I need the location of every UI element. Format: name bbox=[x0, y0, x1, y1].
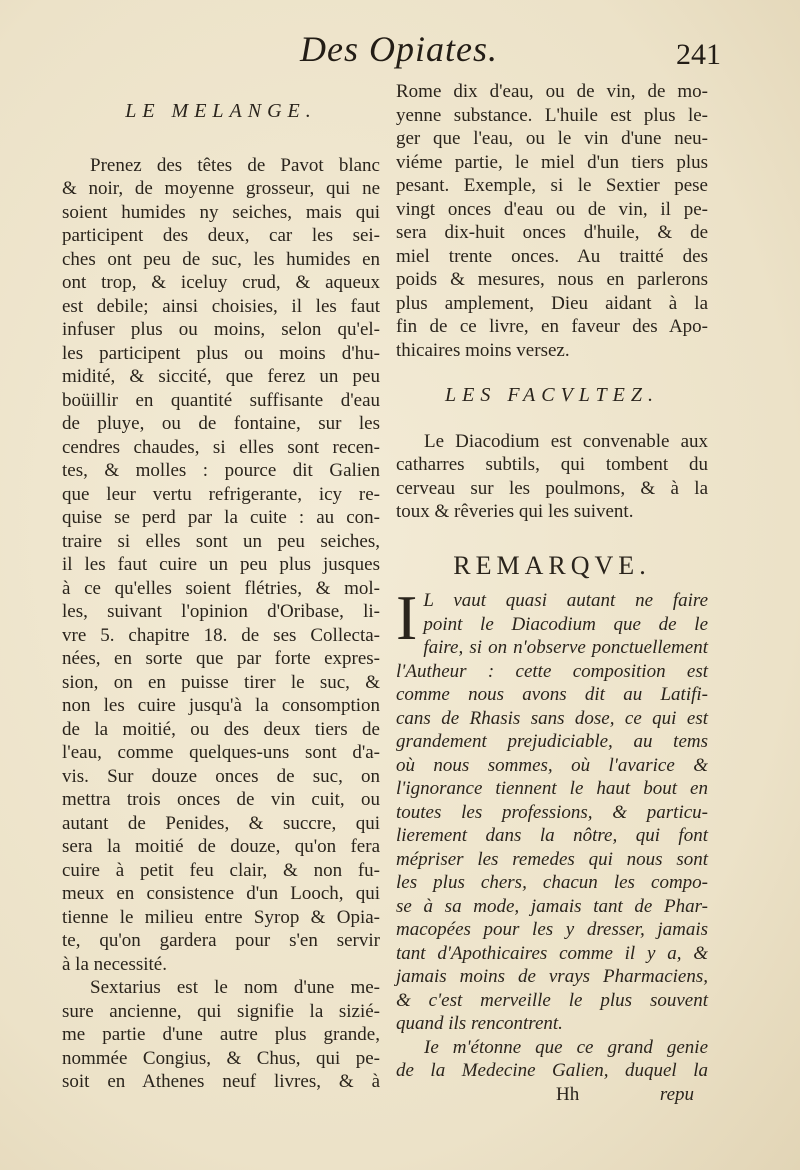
facultez-text bbox=[396, 430, 708, 524]
text-line: Sextarius est le nom d'une me- bbox=[90, 977, 380, 998]
text-line: sure ancienne, qui signifie la sizié- bbox=[62, 1000, 380, 1022]
text-line: Le Diacodium est convenable aux bbox=[424, 430, 708, 452]
text-line: thicaires moins versez. bbox=[396, 339, 570, 361]
text-line: sera dix-huit onces d'huile, & de bbox=[396, 222, 708, 243]
text-line: lierement dans la nôtre, qui font bbox=[396, 825, 708, 846]
text-line: catharres subtils, qui tombent du bbox=[396, 454, 708, 475]
text-line: de la moitié, ou des deux tiers de bbox=[62, 718, 380, 740]
text-line: Prenez des têtes de Pavot blanc bbox=[90, 154, 380, 176]
text-line: nées, en sorte que par forte expres- bbox=[62, 648, 380, 669]
text-line: sera la moitié de douze, qu'on fera bbox=[62, 836, 380, 857]
text-line: il les faut cuire un peu plus jusques bbox=[62, 554, 380, 575]
text-line: cendres chaudes, si elles sont recen- bbox=[62, 436, 380, 458]
text-line: pesant. Exemple, si le Sextier pese bbox=[396, 175, 708, 196]
text-line: que leur vertu refrigerante, icy re- bbox=[62, 483, 380, 505]
text-line: sion, on en puisse tirer le suc, & bbox=[62, 671, 380, 693]
text-line: à ce qu'elles soient flétries, & mol- bbox=[62, 577, 380, 599]
text-line: non les cuire jusqu'à la consomption bbox=[62, 695, 380, 716]
page-footer bbox=[396, 1083, 708, 1107]
text-line: mépriser les remedes qui nous sont bbox=[396, 848, 708, 870]
text-line: faire, si on n'observe ponctuellement bbox=[423, 637, 708, 658]
text-line: cuire à petit feu clair, & non fu- bbox=[62, 859, 380, 881]
text-line: vis. Sur douze onces de suc, on bbox=[62, 765, 380, 787]
text-line: de la Medecine Galien, duquel la bbox=[396, 1060, 708, 1081]
catchword: repu bbox=[659, 1083, 694, 1105]
text-line: quise se perd par la cuite : au con- bbox=[62, 507, 380, 528]
text-line: est debile; ainsi choisies, il les faut bbox=[62, 295, 380, 317]
text-line: Rome dix d'eau, ou de vin, de mo- bbox=[396, 81, 708, 102]
text-line: macopées pour les y dresser, jamais bbox=[396, 919, 708, 940]
text-line: autant de Penides, & succre, qui bbox=[62, 812, 380, 834]
text-line: boüillir en quantité suffisante d'eau bbox=[62, 389, 380, 411]
page-number: 241 bbox=[676, 38, 721, 71]
text-line: quand ils rencontrent. bbox=[396, 1013, 563, 1034]
right-column-continuation bbox=[396, 80, 708, 362]
signature-mark: Hh bbox=[556, 1083, 580, 1105]
text-line: nommée Congius, & Chus, qui pe- bbox=[62, 1047, 380, 1069]
text-line: à la necessité. bbox=[62, 953, 167, 975]
text-line: vingt onces d'eau ou de vin, il pe- bbox=[396, 198, 708, 220]
text-line: me partie d'une autre plus grande, bbox=[62, 1024, 380, 1045]
text-line: ger que l'eau, ou le vin d'une neu- bbox=[396, 128, 708, 149]
running-title: Des Opiates. bbox=[300, 29, 498, 69]
text-line: toux & rêveries qui les suivent. bbox=[396, 501, 634, 522]
drop-cap: I bbox=[396, 582, 418, 653]
text-line: toutes les professions, & particu- bbox=[396, 801, 708, 823]
text-line: les, suivant l'opinion d'Oribase, li- bbox=[62, 601, 380, 622]
text-line: participent des deux, car les sei- bbox=[62, 225, 380, 246]
text-line: traire si elles sont un peu seiches, bbox=[62, 530, 380, 552]
text-line: fin de ce livre, en faveur des Apo- bbox=[396, 316, 708, 337]
text-line: tes, & molles : pource dit Galien bbox=[62, 460, 380, 481]
right-column bbox=[396, 80, 708, 1106]
text-line: Ie m'étonne que ce grand genie bbox=[424, 1036, 708, 1058]
text-line: cerveau sur les poulmons, & à la bbox=[396, 477, 708, 499]
text-line: l'ignorance tiennent le haut bout en bbox=[396, 778, 708, 799]
text-line: les participent plus ou moins d'hu- bbox=[62, 342, 380, 364]
text-line: meux en consistence d'un Looch, qui bbox=[62, 883, 380, 904]
text-line: point le Diacodium que de le bbox=[423, 613, 708, 635]
text-line: midité, & siccité, que ferez un peu bbox=[62, 366, 380, 387]
left-column-text bbox=[62, 154, 380, 1094]
text-line: yenne substance. L'huile est plus le- bbox=[396, 104, 708, 126]
section-heading-facultez: LES FACVLTEZ. bbox=[445, 384, 659, 406]
left-column bbox=[62, 100, 380, 1094]
text-line: L vaut quasi autant ne faire bbox=[423, 590, 708, 611]
text-line: l'Autheur : cette composition est bbox=[396, 660, 708, 682]
text-line: miel trente onces. Au traitté des bbox=[396, 245, 708, 267]
text-line: poids & mesures, nous en parlerons bbox=[396, 269, 708, 290]
text-line: te, qu'on gardera pour s'en servir bbox=[62, 930, 380, 951]
text-line: ont trop, & iceluy crud, & aqueux bbox=[62, 272, 380, 293]
text-line: & c'est merveille le plus souvent bbox=[396, 989, 708, 1011]
text-line: vre 5. chapitre 18. de ses Collecta- bbox=[62, 624, 380, 646]
text-line: plus amplement, Dieu aidant à la bbox=[396, 292, 708, 314]
section-heading-melange: LE MELANGE. bbox=[125, 100, 317, 122]
text-line: jamais moins de vrays Pharmaciens, bbox=[396, 966, 708, 987]
text-line: grandement prejudiciable, au tems bbox=[396, 731, 708, 752]
text-line: ches ont peu de suc, les humides en bbox=[62, 248, 380, 270]
text-line: tant d'Apothicaires comme il y a, & bbox=[396, 942, 708, 964]
text-line: les plus chers, chacun les compo- bbox=[396, 872, 708, 893]
text-line: cans de Rhasis sans dose, ce qui est bbox=[396, 707, 708, 729]
text-line: mettra trois onces de vin cuit, ou bbox=[62, 789, 380, 810]
text-line: viéme partie, le miel d'un tiers plus bbox=[396, 151, 708, 173]
text-line: où nous sommes, où l'avarice & bbox=[396, 754, 708, 776]
text-line: de pluye, ou de fontaine, sur les bbox=[62, 413, 380, 434]
text-line: infuser plus ou moins, selon qu'el- bbox=[62, 319, 380, 340]
text-line: se à sa mode, jamais tant de Phar- bbox=[396, 895, 708, 917]
text-line: l'eau, comme quelques-uns sont d'a- bbox=[62, 742, 380, 763]
remarque-text bbox=[396, 582, 708, 1083]
section-heading-remarque: REMARQVE. bbox=[453, 550, 651, 580]
text-line: soit en Athenes neuf livres, & à bbox=[62, 1071, 380, 1092]
text-line: tienne le milieu entre Syrop & Opia- bbox=[62, 906, 380, 928]
text-line: soient humides ny seiches, mais qui bbox=[62, 201, 380, 223]
text-line: comme nous avons dit au Latifi- bbox=[396, 684, 708, 705]
text-line: & noir, de moyenne grosseur, qui ne bbox=[62, 178, 380, 199]
